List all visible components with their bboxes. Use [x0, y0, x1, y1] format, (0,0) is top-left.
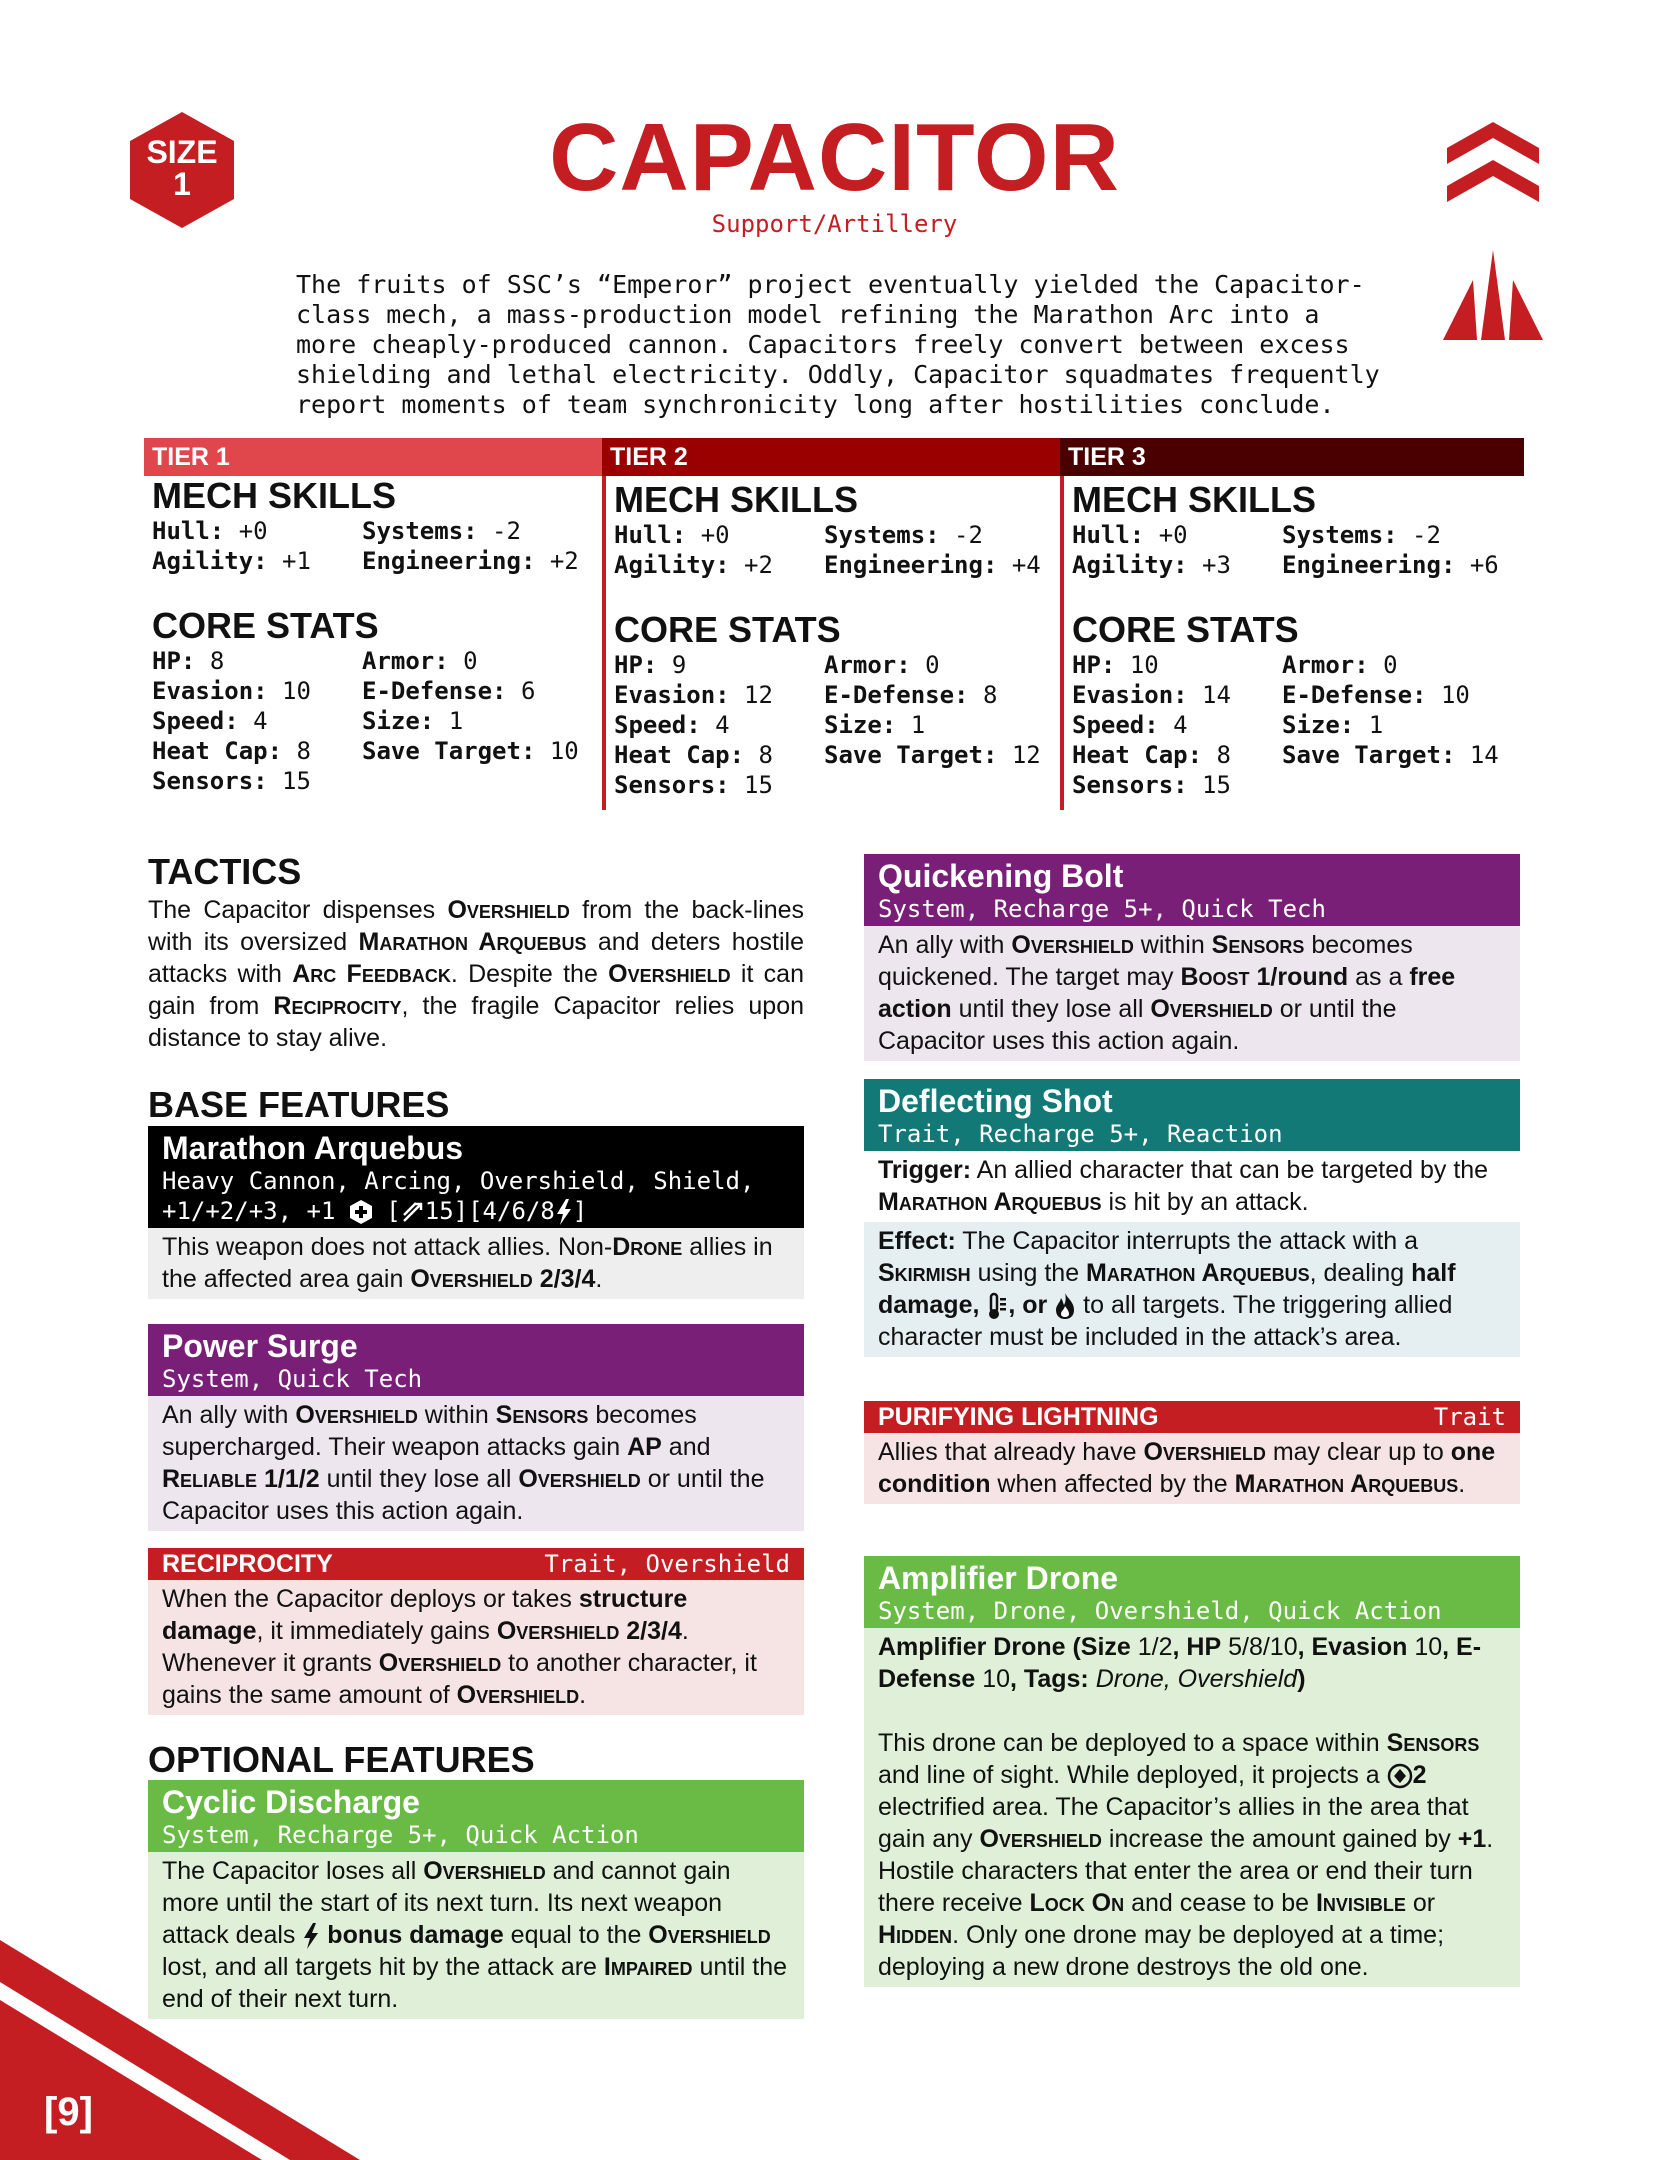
card-title: RECIPROCITY — [162, 1549, 333, 1578]
accuracy-icon — [350, 1200, 372, 1224]
mech-skills-heading: MECH SKILLS — [614, 479, 859, 520]
base-features-heading: BASE FEATURES — [148, 1084, 450, 1125]
card-title: Amplifier Drone — [878, 1560, 1119, 1596]
intro-text: The fruits of SSC’s “Emperor” project eventually yielded the Capacitor- class mech, a mass-production model refining the Marathon Arc into a more cheaply-produced cannon. Capacitors freely convert between excess shielding and lethal electricity. Oddly, Capacitor squadmates frequently report moments of team synchronicity long after hostilities conclude. — [296, 270, 1380, 419]
mech-skills-grid: Hull: +0 Systems: -2 Agility: +2 Engineering: +4 — [614, 521, 1041, 579]
card-header — [864, 1401, 1520, 1433]
purifying-lightning-card — [864, 1401, 1520, 1504]
tier-2-panel — [602, 438, 1060, 810]
card-header — [864, 854, 1520, 926]
card-body: The Capacitor loses all Overshield and cannot gain more until the start of its next turn. Its next weapon attack deals bonus damage equal to the Overshield lost, and all targets hit by the attack are Impaired until the end of their next turn. — [148, 1852, 804, 2019]
tier-1-panel — [144, 438, 602, 810]
mech-skills-heading: MECH SKILLS — [152, 475, 397, 516]
card-header — [864, 1079, 1520, 1151]
card-body: An ally with Overshield within Sensors becomes supercharged. Their weapon attacks gain AP and Reliable 1/1/2 until they lose all Overshield or until the Capacitor uses this action again. — [148, 1396, 804, 1531]
page-title: CAPACITOR — [549, 104, 1120, 211]
drone-description: This drone can be deployed to a space within Sensors and line of sight. While deployed, it projects a 2 electrified area. The Capacitor’s allies in the area that gain any Overshield increase the amount gained by +1. Hostile characters that enter the area or end their turn there receive Lock On and cease to be Invisible or Hidden. Only one drone may be deployed at a time; deploying a new drone destroys the old one. — [878, 1729, 1494, 1981]
range-icon — [401, 1200, 425, 1224]
card-title: Deflecting Shot — [878, 1083, 1113, 1119]
card-title: Cyclic Discharge — [162, 1784, 420, 1820]
card-tags: System, Recharge 5+, Quick Action — [162, 1821, 639, 1849]
mech-skills-grid: Hull: +0 Systems: -2 Agility: +3 Engineering: +6 — [1072, 521, 1499, 579]
tier-2-body — [602, 476, 1064, 810]
card-title: Quickening Bolt — [878, 858, 1124, 894]
card-tags: System, Drone, Overshield, Quick Action — [878, 1597, 1442, 1625]
tier-3-body — [1060, 476, 1522, 810]
tier-1-header: TIER 1 — [144, 438, 602, 476]
tactics-heading: TACTICS — [148, 851, 302, 892]
page-number: [9] — [44, 2090, 93, 2134]
marathon-arquebus-card — [148, 1126, 804, 1299]
size-value: 1 — [173, 166, 191, 202]
core-stats-grid: HP: 8 Armor: 0 Evasion: 10 E-Defense: 6 Speed: 4 Size: 1 Heat Cap: 8 Save Target: 10 Sensors: 15 — [152, 647, 579, 795]
core-stats-heading: CORE STATS — [152, 605, 379, 646]
deflecting-shot-card — [864, 1079, 1520, 1357]
mech-skills-heading: MECH SKILLS — [1072, 479, 1317, 520]
card-tags: Trait, Overshield — [544, 1550, 790, 1578]
card-body — [864, 1628, 1520, 1987]
trigger-row: Trigger: An allied character that can be targeted by the Marathon Arquebus is hit by an attack. — [864, 1151, 1520, 1222]
burn-icon — [1054, 1292, 1076, 1320]
card-body: Allies that already have Overshield may clear up to one condition when affected by the Marathon Arquebus. — [864, 1433, 1520, 1504]
card-tags: Trait — [1433, 1403, 1506, 1431]
core-stats-grid: HP: 10 Armor: 0 Evasion: 14 E-Defense: 10 Speed: 4 Size: 1 Heat Cap: 8 Save Target: 14 Sensors: 15 — [1072, 651, 1499, 799]
card-tags: Trait, Recharge 5+, Reaction — [878, 1120, 1283, 1148]
card-header — [148, 1126, 804, 1228]
card-body: An ally with Overshield within Sensors becomes quickened. The target may Boost 1/round as a free action until they lose all Overshield or until the Capacitor uses this action again. — [864, 926, 1520, 1061]
quickening-bolt-card — [864, 854, 1520, 1061]
energy-damage-icon — [555, 1199, 573, 1225]
card-body: When the Capacitor deploys or takes structure damage, it immediately gains Overshield 2/3/4. Whenever it grants Overshield to another character, it gains the same amount of Overshield. — [148, 1580, 804, 1715]
card-title: Marathon Arquebus — [162, 1130, 464, 1166]
amplifier-drone-card — [864, 1556, 1520, 1987]
card-body: This weapon does not attack allies. Non-Drone allies in the affected area gain Overshield 2/3/4. — [148, 1228, 804, 1299]
card-header — [148, 1324, 804, 1396]
tier-1-body — [144, 476, 602, 810]
core-stats-heading: CORE STATS — [614, 609, 841, 650]
optional-features-heading: OPTIONAL FEATURES — [148, 1739, 535, 1780]
card-tags: System, Quick Tech — [162, 1365, 423, 1393]
card-tags: System, Recharge 5+, Quick Tech — [878, 895, 1326, 923]
mech-skills-grid: Hull: +0 Systems: -2 Agility: +1 Engineering: +2 — [152, 517, 579, 575]
burst-icon — [1387, 1763, 1413, 1789]
tier-2-header: TIER 2 — [602, 438, 1060, 476]
rank-chevron-icon — [1447, 122, 1539, 206]
tier-3-panel — [1060, 438, 1518, 810]
core-stats-grid: HP: 9 Armor: 0 Evasion: 12 E-Defense: 8 Speed: 4 Size: 1 Heat Cap: 8 Save Target: 12 Sensors: 15 — [614, 651, 1041, 799]
heat-icon — [986, 1292, 1008, 1320]
tactics-text: The Capacitor dispenses Overshield from the back-lines with its oversized Marathon Arquebus and deters hostile attacks with Arc Feedback. Despite the Overshield it can gain from Reciprocity, the fragile Capacitor relies upon distance to stay alive. — [148, 896, 804, 1052]
card-header — [864, 1556, 1520, 1628]
power-surge-card — [148, 1324, 804, 1531]
effect-row: Effect: The Capacitor interrupts the attack with a Skirmish using the Marathon Arquebus, dealing half damage, , or to all targets. The triggering allied character must be included in the attack’s area. — [864, 1222, 1520, 1357]
size-label: SIZE — [146, 134, 218, 170]
card-header — [148, 1548, 804, 1580]
card-title: Power Surge — [162, 1328, 358, 1364]
core-stats-heading: CORE STATS — [1072, 609, 1299, 650]
ssc-logo-icon — [1443, 250, 1543, 340]
tier-3-header: TIER 3 — [1060, 438, 1524, 476]
drone-stat-line: Amplifier Drone (Size 1/2, HP 5/8/10, Evasion 10, E-Defense 10, Tags: Drone, Overshield) — [878, 1633, 1482, 1693]
card-title: PURIFYING LIGHTNING — [878, 1402, 1159, 1431]
reciprocity-card — [148, 1548, 804, 1715]
weapon-stats: +1/+2/+3, +1 [ 15][4/6/8 ] — [162, 1197, 588, 1225]
mech-role: Support/Artillery — [711, 210, 958, 238]
card-header — [148, 1780, 804, 1852]
card-tags: Heavy Cannon, Arcing, Overshield, Shield, — [162, 1167, 755, 1195]
